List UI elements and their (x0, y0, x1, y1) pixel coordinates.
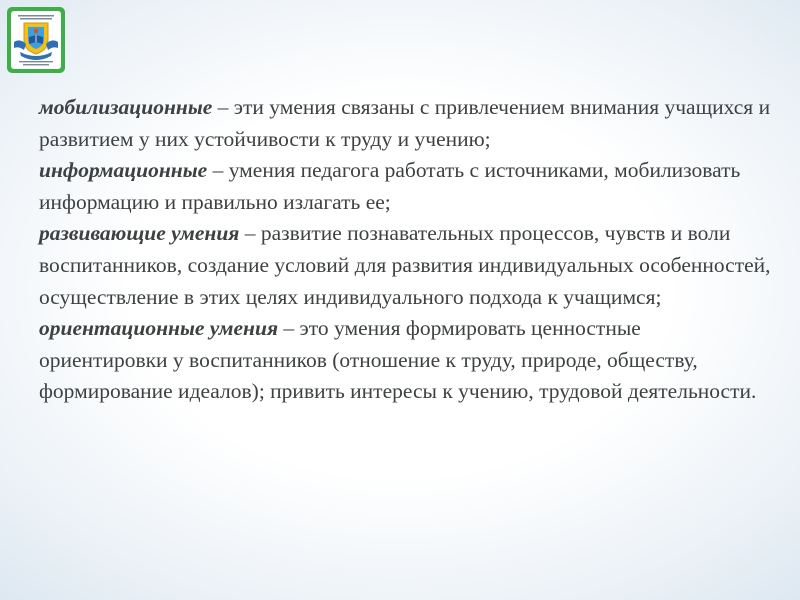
description-mobilization: – эти умения связаны с привлечением внимания учащихся и развитием у них устойчивости к труду и учению; (39, 95, 771, 151)
term-mobilization: мобилизационные (39, 95, 213, 119)
main-text (39, 92, 774, 408)
description-developing: – развитие познавательных процессов, чувств и воли воспитанников, создание условий для развития индивидуальных особенностей, осуществление в этих целях индивидуального подхода к учащимся; (39, 221, 771, 309)
school-emblem-icon (4, 4, 68, 76)
description-orientation: – это умения формировать ценностные ориентировки у воспитанников (отношение к труду, природе, обществу, формирование идеалов); привить интересы к учению, трудовой деятельности. (39, 316, 757, 404)
term-orientation: ориентационные умения (39, 316, 279, 341)
term-information: информационные (39, 158, 208, 183)
term-developing: развивающие умения (39, 221, 240, 246)
description-information: – умения педагога работать с источниками, мобилизовать информацию и правильно излагать ее; (39, 158, 741, 214)
